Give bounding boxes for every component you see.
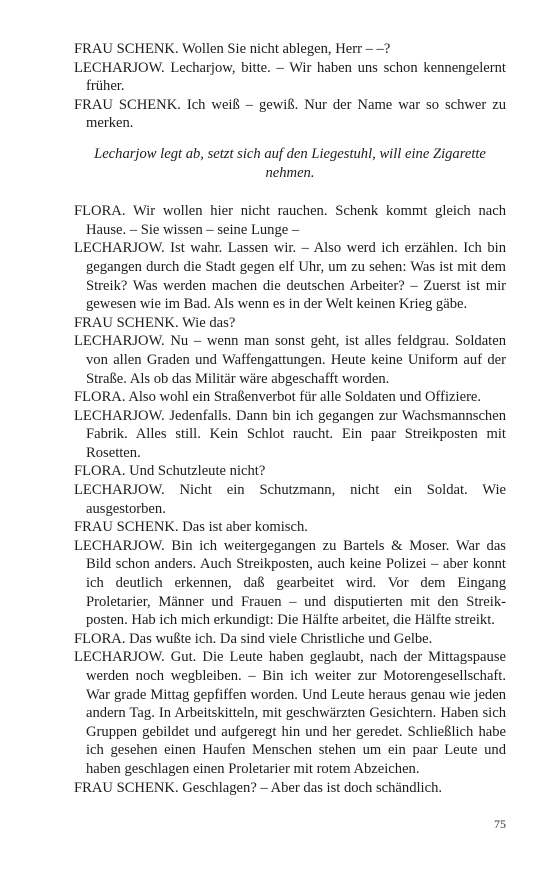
speech-line: LECHARJOW. Lecharjow, bitte. – Wir haben uns schon kennengelernt früher. — [74, 59, 506, 95]
speech-line: LECHARJOW. Bin ich weitergegangen zu Bartels & Moser. War das Bild schon anders. Auch Streikposten, auch keine Polizei – aber konnt ich deutlich erkennen, daß gearbeitet wird. Vor dem Eingang Proletarier, Männer und Frauen – und disputierten mit den Streikposten. Hab ich mich erkundigt: Die Hälfte arbeitet, die Hälfte streikt. — [74, 537, 506, 629]
speech-line: LECHARJOW. Jedenfalls. Dann bin ich gegangen zur Wachsmannschen Fabrik. Alles still. Kein Schlot raucht. Ein paar Streikposten mit Rosetten. — [74, 407, 506, 461]
speech-line: FLORA. Also wohl ein Straßenverbot für alle Soldaten und Offiziere. — [74, 389, 482, 406]
text-page — [74, 40, 506, 797]
stage-direction: Lecharjow legt ab, setzt sich auf den Liegestuhl, will eine Zigarette nehmen. — [94, 145, 486, 181]
speech-line: FLORA. Wir wollen hier nicht rauchen. Schenk kommt gleich nach Hause. – Sie wissen – seine Lunge – — [74, 203, 506, 238]
speech-line: FRAU SCHENK. Ich weiß – gewiß. Nur der Name war so schwer zu merken. — [74, 96, 506, 132]
speech-line: LECHARJOW. Nu – wenn man sonst geht, ist alles feldgrau. Soldaten von allen Graden und Waffengattungen. Heute keine Uniform auf der Straße. Als ob das Militär wäre abgeschafft worden. — [74, 333, 506, 387]
speech-line: FLORA. Und Schutzleute nicht? — [74, 463, 266, 480]
speech-line: LECHARJOW. Ist wahr. Lassen wir. – Also werd ich erzählen. Ich bin gegangen durch die Stadt gegen elf Uhr, um zu sehen: Was ist mit dem Streik? Was werden machen die deutschen Arbeiter? – Zuerst ist mir gewesen wie im Bad. Als wenn es in der Welt keinen Krieg gäbe. — [74, 240, 506, 313]
speech-line: FLORA. Das wußte ich. Da sind viele Christliche und Gelbe. — [74, 630, 433, 647]
speech-line: FRAU SCHENK. Das ist aber komisch. — [74, 519, 308, 536]
speech-line: LECHARJOW. Nicht ein Schutzmann, nicht ein Soldat. Wie ausgestorben. — [74, 482, 506, 517]
page-number: 75 — [494, 817, 506, 831]
speech-line: FRAU SCHENK. Wie das? — [74, 314, 236, 331]
speech-line: LECHARJOW. Gut. Die Leute haben geglaubt, nach der Mittagspause werden noch wegbleiben. – Bin ich weiter zur Motorengesellschaft. War grade Mittag gepfiffen worden. Und Leute heraus genau wie jeden andern Tag. In Arbeitskitteln, mit geschwärzten Gesichtern. Haben sich Gruppen gebildet und aufgeregt hin und her geredet. Schließlich habe ich gesehen einen Haufen Menschen stehen um ein paar Leute und haben geschlagen einen Proletarier mit rotem Abzeichen. — [74, 649, 506, 777]
speech-line: FRAU SCHENK. Wollen Sie nicht ablegen, Herr – –? — [74, 41, 391, 57]
speech-line: FRAU SCHENK. Geschlagen? – Aber das ist doch schändlich. — [74, 779, 443, 796]
